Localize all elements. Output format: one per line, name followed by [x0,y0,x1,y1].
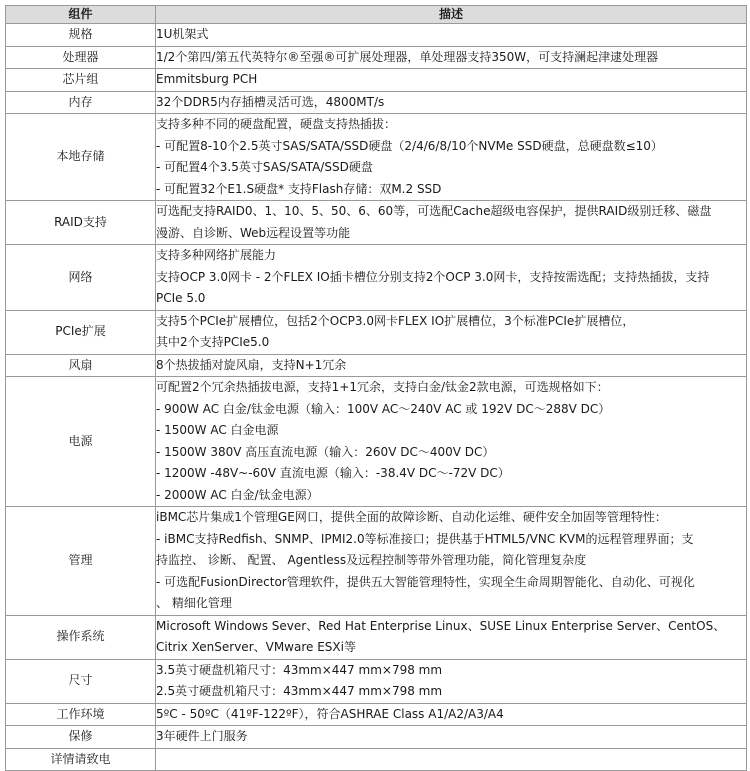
row-label: 尺寸 [6,659,156,703]
row-label: 详情请致电 [6,748,156,771]
table-row [6,245,747,311]
description-line: - iBMC支持Redfish、SNMP、IPMI2.0等标准接口；提供基于HTML5/VNC KVM的远程管理界面；支 [156,531,694,546]
description-line: - 900W AC 白金/钛金电源（输入：100V AC～240V AC 或 192V DC～288V DC） [156,401,611,416]
description-line: 其中2个支持PCIe5.0 [156,335,270,349]
description-line: 3年硬件上门服务 [156,729,248,743]
row-label: RAID支持 [6,201,156,245]
description-line: Emmitsburg PCH [156,72,258,86]
description-line: Citrix XenServer、VMware ESXi等 [156,640,356,654]
row-description [156,201,747,245]
spec-table [5,5,747,771]
description-line: - 1500W 380V 高压直流电源（输入：260V DC～400V DC） [156,444,495,459]
table-header-row [6,6,747,24]
description-line: - 1500W AC 白金电源 [156,423,279,437]
header-description: 描述 [156,6,747,24]
row-description [156,245,747,311]
table-row [6,114,747,201]
description-line: - 1200W -48V~-60V 直流电源（输入：-38.4V DC～-72V DC） [156,466,510,480]
row-description [156,69,747,92]
description-line: 1U机架式 [156,27,209,41]
description-line: - 2000W AC 白金/钛金电源） [156,487,319,502]
description-line: - 可选配FusionDirector管理软件，提供五大智能管理特性，实现全生命周期智能化、自动化、可视化 [156,574,695,589]
row-description [156,46,747,69]
row-description [156,310,747,354]
row-label: 处理器 [6,46,156,69]
table-row [6,726,747,749]
table-row [6,69,747,92]
table-row [6,354,747,377]
table-row [6,310,747,354]
row-description [156,91,747,114]
row-label: 风扇 [6,354,156,377]
description-line: 8个热拔插对旋风扇，支持N+1冗余 [156,357,347,372]
table-row [6,659,747,703]
description-line: 5ºC - 50ºC（41ºF-122ºF），符合ASHRAE Class A1/A2/A3/A4 [156,706,504,721]
table-row [6,24,747,47]
description-line: 漫游、自诊断、Web远程设置等功能 [156,225,351,240]
row-label: 规格 [6,24,156,47]
row-description [156,748,747,771]
description-line: iBMC芯片集成1个管理GE网口，提供全面的故障诊断、自动化运维、硬件安全加固等管理特性： [156,510,667,524]
description-line: 2.5英寸硬盘机箱尺寸：43mm×447 mm×798 mm [156,684,443,698]
row-description [156,24,747,47]
row-label: 操作系统 [6,615,156,659]
row-label: 电源 [6,377,156,507]
description-line: 支持5个PCIe扩展槽位，包括2个OCP3.0网卡FLEX IO扩展槽位，3个标准PCIe扩展槽位， [156,313,635,328]
description-line: - 可配置8-10个2.5英寸SAS/SATA/SSD硬盘（2/4/6/8/10个NVMe SSD硬盘，总硬盘数≤10） [156,138,663,153]
description-line: 可选配支持RAID0、1、10、5、50、6、60等，可选配Cache超级电容保护，提供RAID级别迁移、磁盘 [156,204,712,218]
description-line [156,749,746,771]
description-line: 1/2个第四/第五代英特尔®至强®可扩展处理器，单处理器支持350W，可支持澜起津逮处理器 [156,49,659,64]
row-label: 芯片组 [6,69,156,92]
row-description [156,615,747,659]
description-line: 支持多种不同的硬盘配置，硬盘支持热插拔： [156,117,397,131]
row-label: PCIe扩展 [6,310,156,354]
row-label: 保修 [6,726,156,749]
row-description [156,703,747,726]
table-row [6,377,747,507]
row-description [156,726,747,749]
table-row [6,46,747,69]
description-line: PCIe 5.0 [156,291,206,305]
description-line: 持监控、 诊断、 配置、 Agentless及远程控制等带外管理功能，简化管理复杂度 [156,553,587,567]
table-row [6,201,747,245]
description-line: 3.5英寸硬盘机箱尺寸：43mm×447 mm×798 mm [156,662,443,677]
row-description [156,507,747,616]
row-label: 内存 [6,91,156,114]
description-line: 支持多种网络扩展能力 [156,248,277,262]
table-row [6,91,747,114]
description-line: Microsoft Windows Sever、Red Hat Enterprise Linux、SUSE Linux Enterprise Server、CentOS、 [156,618,726,633]
description-line: 可配置2个冗余热插拔电源，支持1+1冗余，支持白金/钛金2款电源，可选规格如下： [156,380,609,394]
row-description [156,659,747,703]
table-row [6,615,747,659]
description-line: 32个DDR5内存插槽灵活可选，4800MT/s [156,94,385,109]
table-row [6,507,747,616]
table-row [6,748,747,771]
row-label: 工作环境 [6,703,156,726]
description-line: - 可配置32个E1.S硬盘* 支持Flash存储：双M.2 SSD [156,181,442,196]
row-description [156,354,747,377]
description-line: 支持OCP 3.0网卡 - 2个FLEX IO插卡槽位分别支持2个OCP 3.0网卡，支持按需选配；支持热插拔，支持 [156,269,710,284]
header-component: 组件 [6,6,156,24]
description-line: 、 精细化管理 [156,596,232,610]
row-label: 网络 [6,245,156,311]
description-line: - 可配置4个3.5英寸SAS/SATA/SSD硬盘 [156,160,373,174]
row-label: 本地存储 [6,114,156,201]
table-row [6,703,747,726]
row-description [156,377,747,507]
row-label: 管理 [6,507,156,616]
row-description [156,114,747,201]
